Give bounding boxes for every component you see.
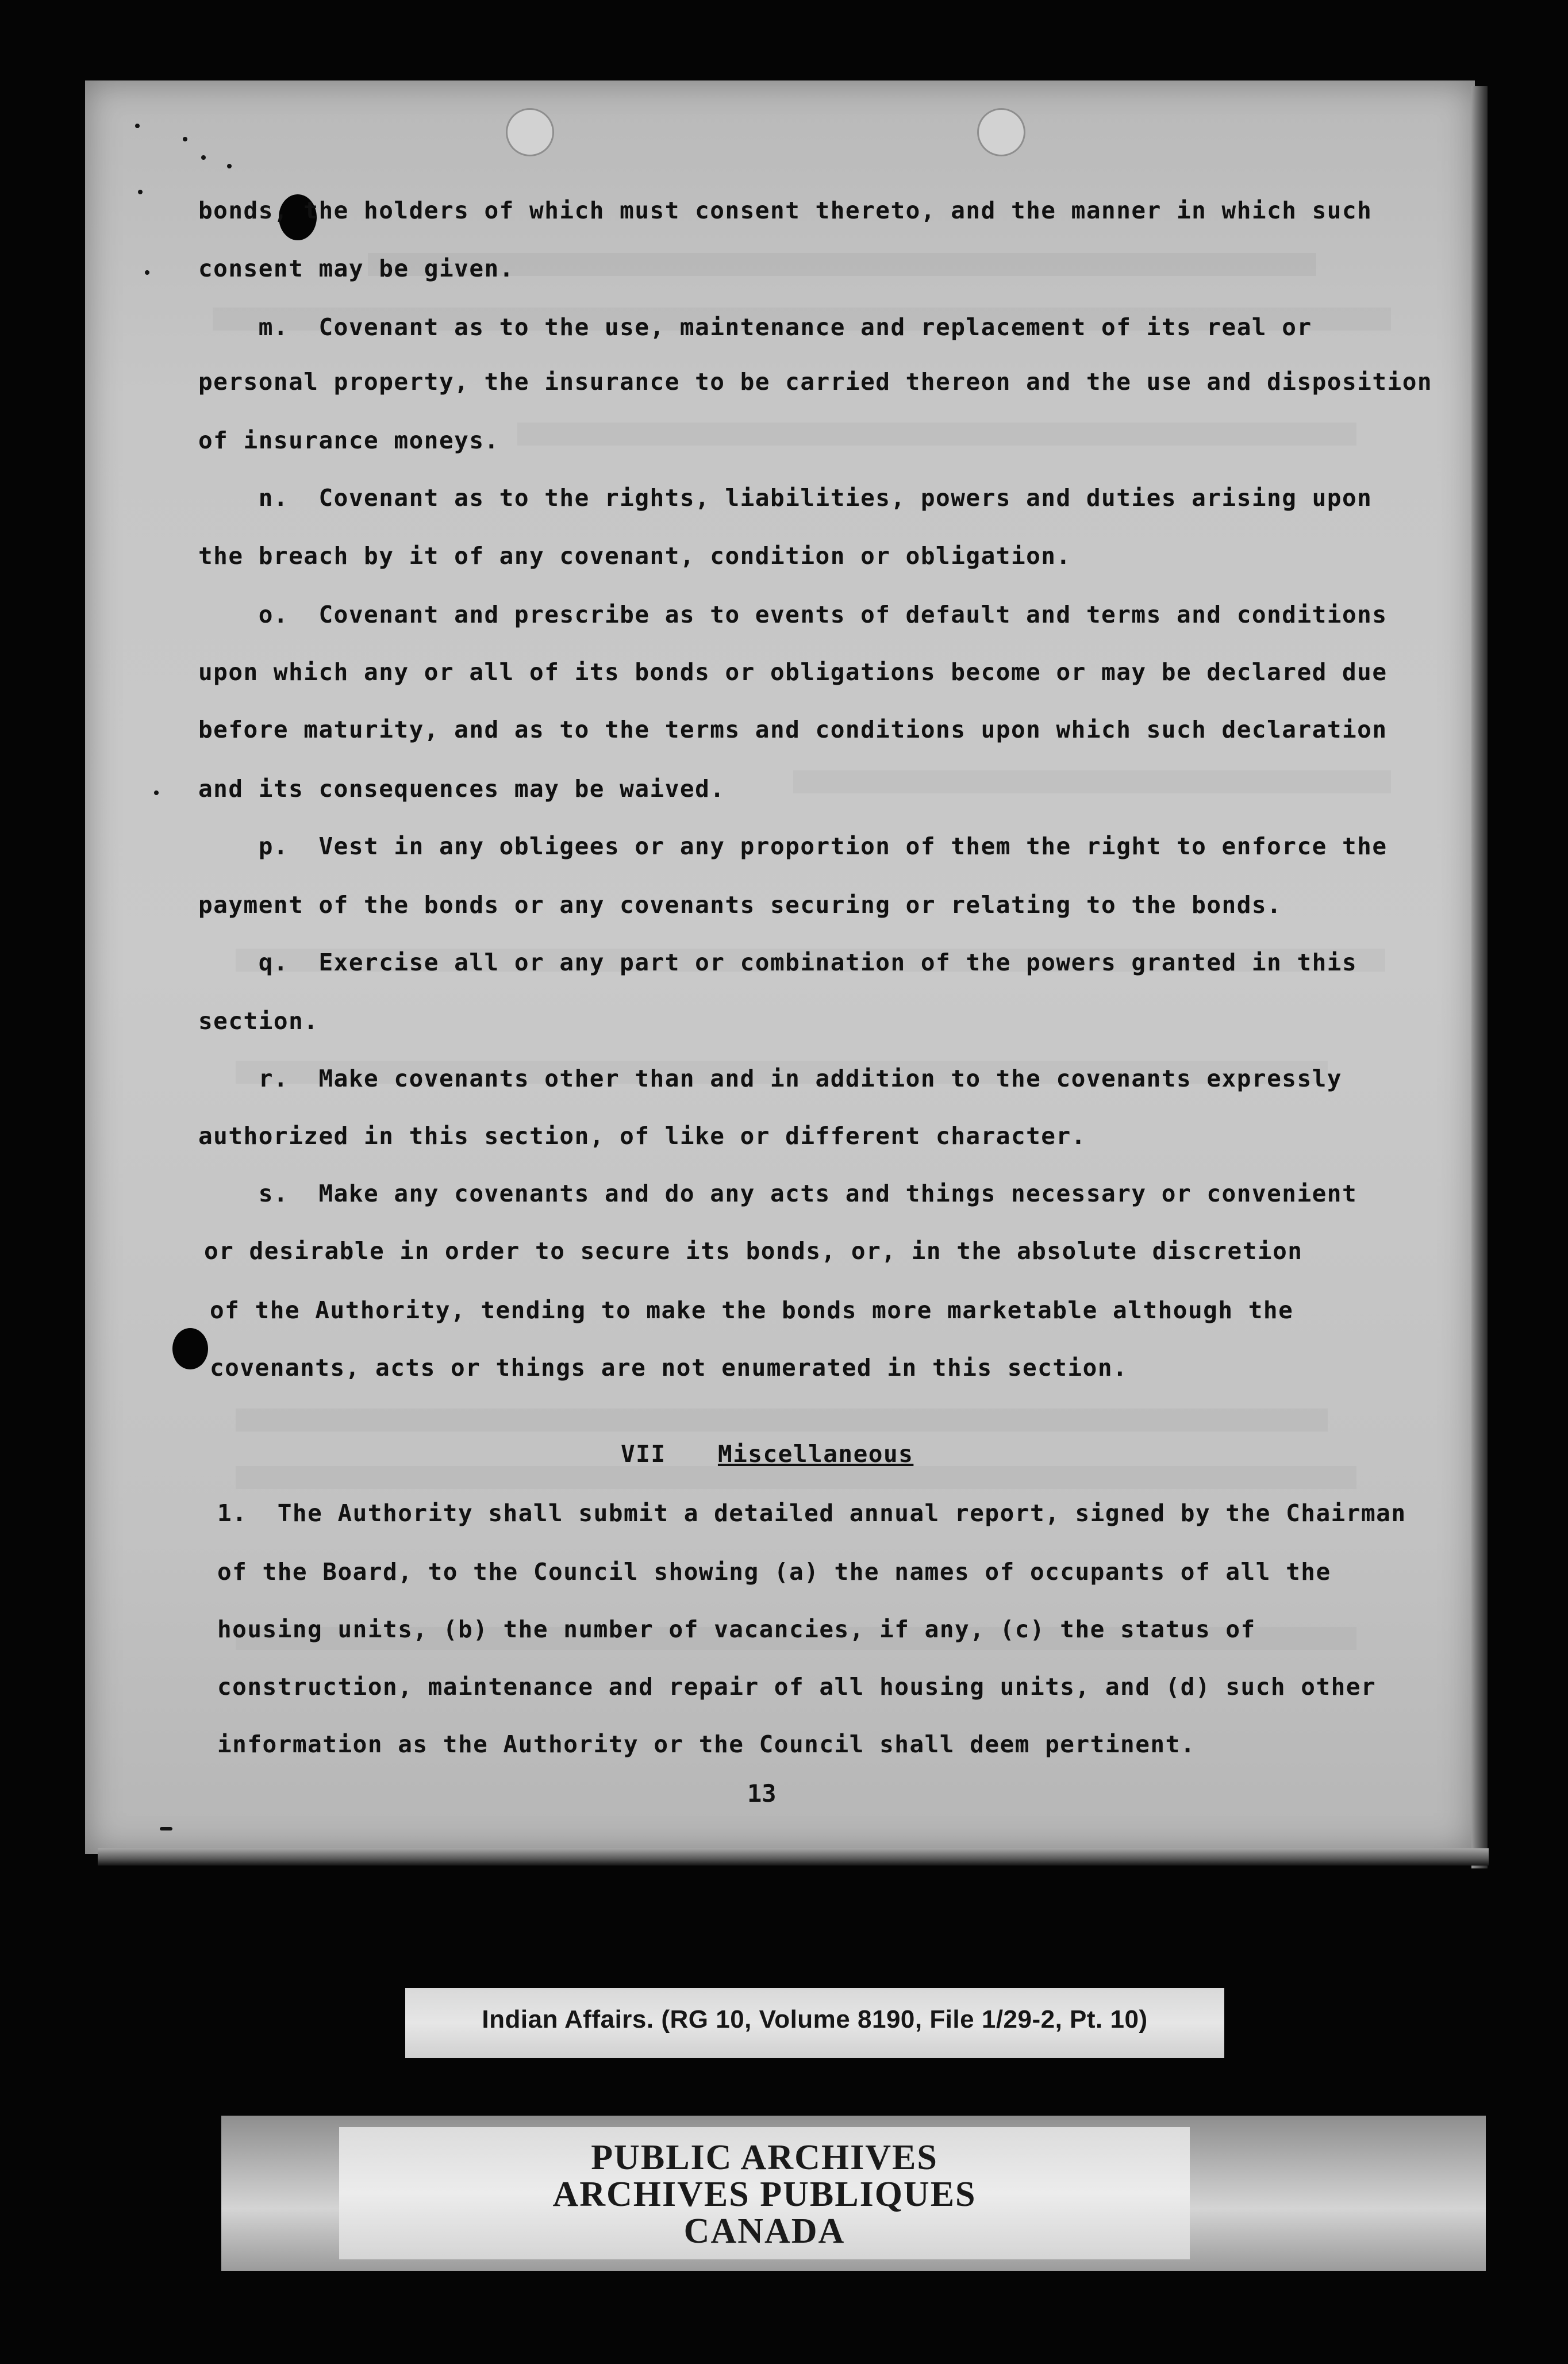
speck — [160, 1827, 172, 1830]
text-line: s. Make any covenants and do any acts and things necessary or convenient — [198, 1180, 1358, 1207]
archive-stamp-line1: PUBLIC ARCHIVES — [591, 2138, 938, 2177]
text-line: r. Make covenants other than and in addition to the covenants expressly — [198, 1065, 1342, 1092]
speck — [138, 190, 143, 194]
text-line: o. Covenant and prescribe as to events of default and terms and conditions — [198, 601, 1388, 628]
text-line: m. Covenant as to the use, maintenance and replacement of its real or — [198, 313, 1312, 341]
text-line: consent may be given. — [198, 255, 514, 282]
text-line: of the Board, to the Council showing (a) the names of occupants of all the — [217, 1558, 1331, 1586]
text-line: the breach by it of any covenant, condition or obligation. — [198, 542, 1071, 570]
text-line: of the Authority, tending to make the bonds more marketable although the — [210, 1296, 1294, 1324]
bleed-through-mark — [793, 770, 1391, 793]
text-line: housing units, (b) the number of vacancies, if any, (c) the status of — [217, 1615, 1256, 1643]
text-line: p. Vest in any obligees or any proportion of them the right to enforce the — [198, 832, 1388, 860]
speck — [227, 164, 232, 168]
text-line: n. Covenant as to the rights, liabilities, powers and duties arising upon — [198, 484, 1373, 512]
page-edge — [1471, 86, 1488, 1868]
bleed-through-mark — [236, 1409, 1328, 1432]
text-line: or desirable in order to secure its bonds, or, in the absolute discretion — [204, 1237, 1303, 1265]
section-number: VII — [621, 1440, 666, 1468]
speck — [154, 790, 159, 795]
section-title: Miscellaneous — [717, 1440, 914, 1468]
punch-hole — [977, 108, 1025, 156]
text-line: upon which any or all of its bonds or obligations become or may be declared due — [198, 658, 1388, 686]
archive-stamp — [339, 2127, 1190, 2259]
text-line: before maturity, and as to the terms and conditions upon which such declaration — [198, 716, 1388, 743]
text-line: personal property, the insurance to be carried thereon and the use and disposition — [198, 368, 1433, 396]
text-line: information as the Authority or the Council shall deem pertinent. — [217, 1730, 1196, 1758]
section-heading — [621, 1440, 913, 1468]
text-line: authorized in this section, of like or different character. — [198, 1122, 1086, 1150]
text-line: construction, maintenance and repair of all housing units, and (d) such other — [217, 1673, 1377, 1701]
text-line: 1. The Authority shall submit a detailed annual report, signed by the Chairman — [217, 1499, 1406, 1527]
speck — [201, 155, 206, 160]
text-line: and its consequences may be waived. — [198, 775, 725, 803]
page-bottom-edge — [98, 1848, 1489, 1866]
punch-hole — [506, 108, 554, 156]
archive-stamp-line2: ARCHIVES PUBLIQUES — [552, 2175, 977, 2214]
text-line: of insurance moneys. — [198, 427, 499, 454]
speck — [145, 270, 149, 275]
ink-blot — [172, 1328, 208, 1369]
text-line: payment of the bonds or any covenants securing or relating to the bonds. — [198, 891, 1282, 919]
archive-stamp-line3: CANADA — [683, 2212, 846, 2251]
speck — [135, 124, 140, 128]
reference-label — [405, 1988, 1224, 2058]
bleed-through-mark — [517, 423, 1356, 446]
text-line: q. Exercise all or any part or combination of the powers granted in this — [198, 949, 1358, 976]
page-number: 13 — [747, 1779, 777, 1807]
bleed-through-mark — [236, 1466, 1356, 1489]
speck — [183, 137, 187, 141]
text-line: section. — [198, 1007, 319, 1035]
reference-label-text: Indian Affairs. (RG 10, Volume 8190, File 1/29-2, Pt. 10) — [482, 2005, 1148, 2033]
text-line: covenants, acts or things are not enumerated in this section. — [210, 1354, 1128, 1381]
text-line: bonds, the holders of which must consent thereto, and the manner in which such — [198, 197, 1373, 224]
